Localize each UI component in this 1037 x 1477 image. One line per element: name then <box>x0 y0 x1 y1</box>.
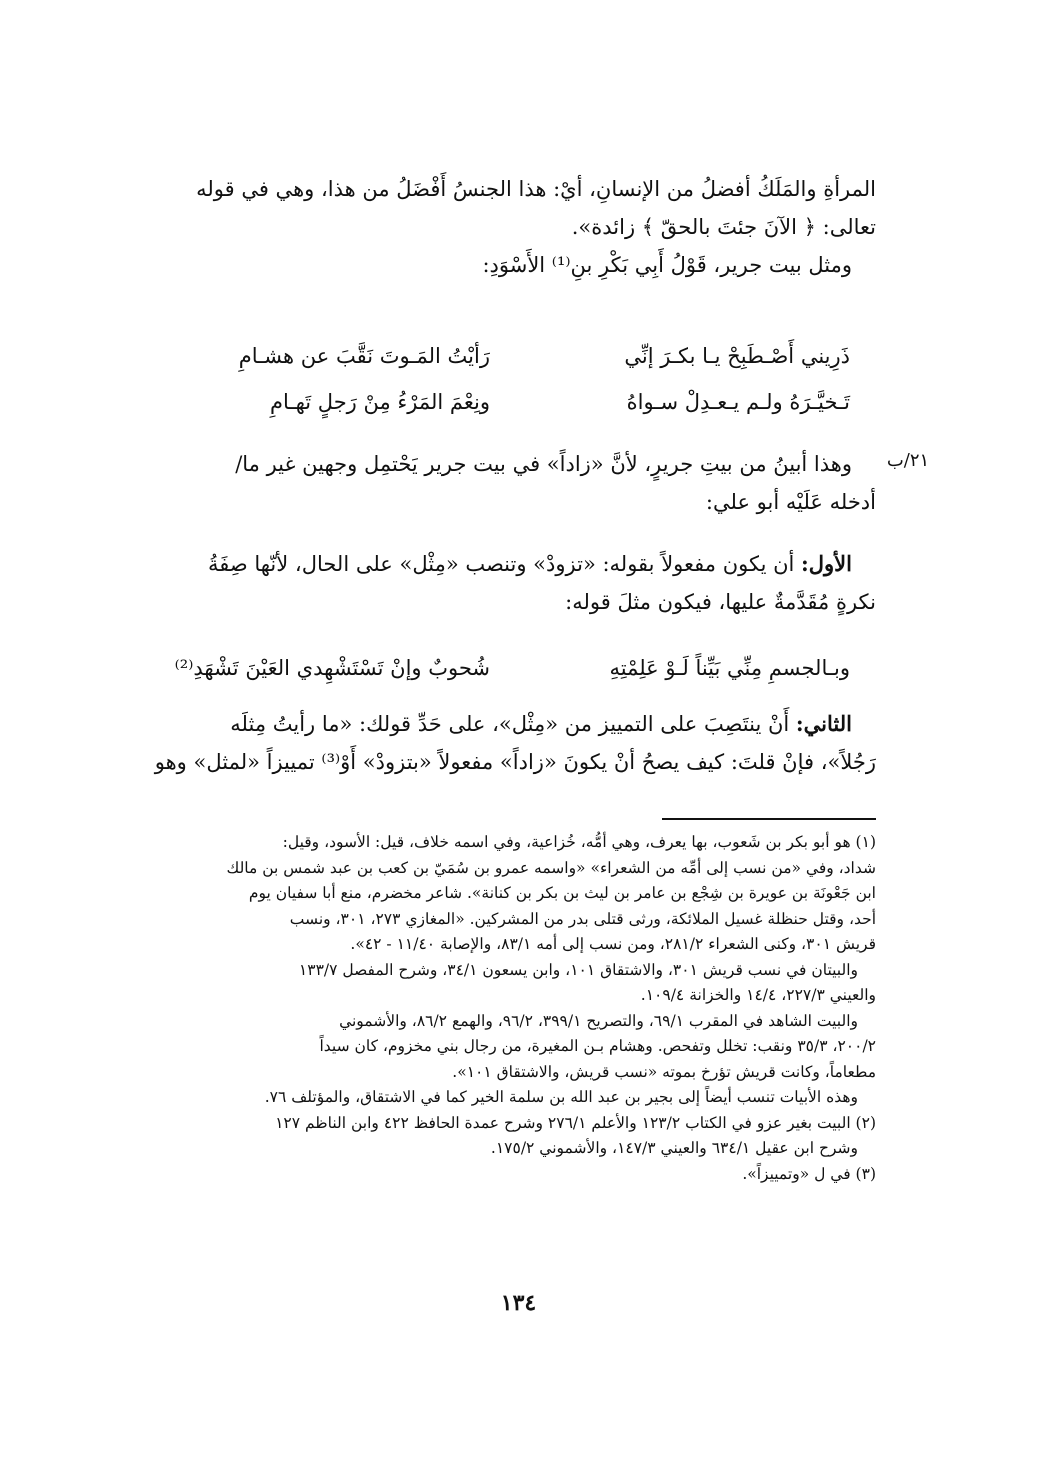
footnote-line: مطعاماً، وكانت قريش تؤرخ بموته «نسب قريش، والاشتقاق ١٠١». <box>452 1062 876 1081</box>
verse-3-first-hemistich: وبـالجسمِ مِنِّي بَيِّناً لَـوْ عَلِمْتِهِ <box>609 656 850 680</box>
verse-1-second-hemistich: رَأيْتُ المَـوتَ نَقَّبَ عن هشـامِ <box>238 344 490 368</box>
first-option-text: أن يكون مفعولاً بقوله: «تزودْ» وتنصب «مِثْل» على الحال، لأنّها صِفَةُ <box>207 552 802 576</box>
footnote-line: (٢) البيت بغير عزو في الكتاب ١٢٣/٢ والأعلم ٢٧٦/١ وشرح عمدة الحافظ ٤٢٢ وابن الناظم ١٢٧ <box>275 1113 876 1132</box>
footnote-line: (١) هو أبو بكر بن شَعوب، بها يعرف، وهي أمُّه، خُزاعية، وفي اسمه خلاف، قيل: الأسود، وقيل: <box>282 833 876 851</box>
footnote-line: وهذه الأبيات تنسب أيضاً إلى بجير بن عبد الله بن سلمة الخير كما في الاشتقاق، والمؤتلف ٧٦. <box>264 1088 858 1106</box>
verse-3-second-hemistich: شُحوبٌ وإنْ تَسْتَشْهِدي العَيْنَ تَشْهَدِ⁽²⁾ <box>174 656 490 680</box>
verse-2-second-hemistich: ونِعْمَ المَرْءُ مِنْ رَجلٍ تَهـامِ <box>270 390 490 414</box>
second-option-label: الثاني: <box>795 711 852 736</box>
body-line-5: أدخله عَلَيْه أبو علي: <box>705 490 876 514</box>
footnote-line: ابن جَعْونَة بن عويرة بن شِجْع بن عامر بن ليث بن بكر بن كنانة». شاعر مخضرم، منع أبا سفيان يوم <box>248 884 876 902</box>
body-line-1: المرأةِ والمَلَكُ أفضلُ من الإنسانِ، أيْ: هذا الجنسُ أَفْضَلُ من هذا، وهي في قوله <box>196 177 876 201</box>
first-option-paragraph <box>118 545 876 621</box>
verse-line-3 <box>160 648 850 688</box>
body-line-4: وهذا أبينُ من بيتِ جريرٍ، لأنَّ «زاداً» في بيت جرير يَحْتمِل وجهين غير ما/ <box>235 452 852 476</box>
footnote-line: وشرح ابن عقيل ٦٣٤/١ والعيني ١٤٧/٣، والأشموني ١٧٥/٢. <box>490 1139 858 1157</box>
footnote-line: ٢٠٠/٢، ٣٥/٣ ونقب: تخلل وتفحص. وهشام بـن المغيرة، من رجال بني مخزوم، كان سيداً <box>319 1037 876 1055</box>
footnote-line: قريش ٣٠١، وكنى الشعراء ٢٨١/٢، ومن نسب إلى أمه ٨٣/١، والإصابة ١١/٤٠ - ٤٢». <box>350 935 876 953</box>
page-number: ١٣٤ <box>500 1290 537 1316</box>
body-line-3: ومثل بيت جرير، قَوْلُ أَبِي بَكْرِ بنِ⁽¹⁾ الأَسْوَدِ: <box>482 253 852 277</box>
second-option-text: أَنْ ينتَصِبَ على التمييز من «مِثْل»، على حَدِّ قولك: «ما رأيتُ مِثلَه <box>230 712 796 736</box>
opening-paragraph <box>118 170 876 284</box>
verse-line-2 <box>160 382 850 422</box>
footnote-line: والبيتان في نسب قريش ٣٠١، والاشتقاق ١٠١، وابن يسعون ٣٤/١، وشرح المفصل ١٣٣/٧ <box>298 960 858 979</box>
footnote-line: والبيت الشاهد في المقرب ٦٩/١، والتصريح ٣٩٩/١، ٩٦/٢، والهمع ٨٦/٢، والأشموني <box>339 1011 858 1030</box>
footnote-line: شداد، وفي «من نسب إلى أمِّه من الشعراء» «واسمه عمرو بن سُمَيّ بن كعب بن عبد شمس بن مالك <box>226 858 876 877</box>
footnote-line: أحد، وقتل حنظلة غسيل الملائكة، ورثى قتلى بدر من المشركين. «المغازي ٢٧٣، ٣٠١، ونسب <box>289 909 876 928</box>
second-option-line-2: رَجُلاً»، فإنْ قلتَ: كيف يصحُ أنْ يكونَ «زاداً» مفعولاً «بتزودْ» أَوْ⁽³⁾ تمييزاً «لمثل» وهو <box>154 750 876 774</box>
first-option-line-2: نكرةٍ مُقَدَّمةٌ عليها، فيكون مثلَ قوله: <box>565 590 876 614</box>
body-line-2: تعالى: ﴿ الآنَ جئتَ بالحقّ ﴾ زائدة». <box>571 215 876 239</box>
verse-1-first-hemistich: ذَرِيني أَصْـطَبِحْ يـا بكـرَ إنِّي <box>624 344 850 368</box>
verse-2-first-hemistich: تَـخيَّـرَهُ ولـم يـعـدِلْ سـواهُ <box>626 390 850 414</box>
second-paragraph <box>118 445 876 521</box>
first-option-label: الأول: <box>801 551 852 576</box>
footnote-line: (٣) في ل «وتمييزاً». <box>742 1164 876 1183</box>
second-option-paragraph <box>118 705 876 781</box>
footnote-separator <box>662 818 876 820</box>
verse-line-1 <box>160 336 850 376</box>
footnotes-block <box>116 830 876 1187</box>
footnote-line: والعيني ٢٢٧/٣، ١٤/٤ والخزانة ١٠٩/٤. <box>640 986 876 1004</box>
margin-folio-note: ٢١/ب <box>886 450 930 471</box>
